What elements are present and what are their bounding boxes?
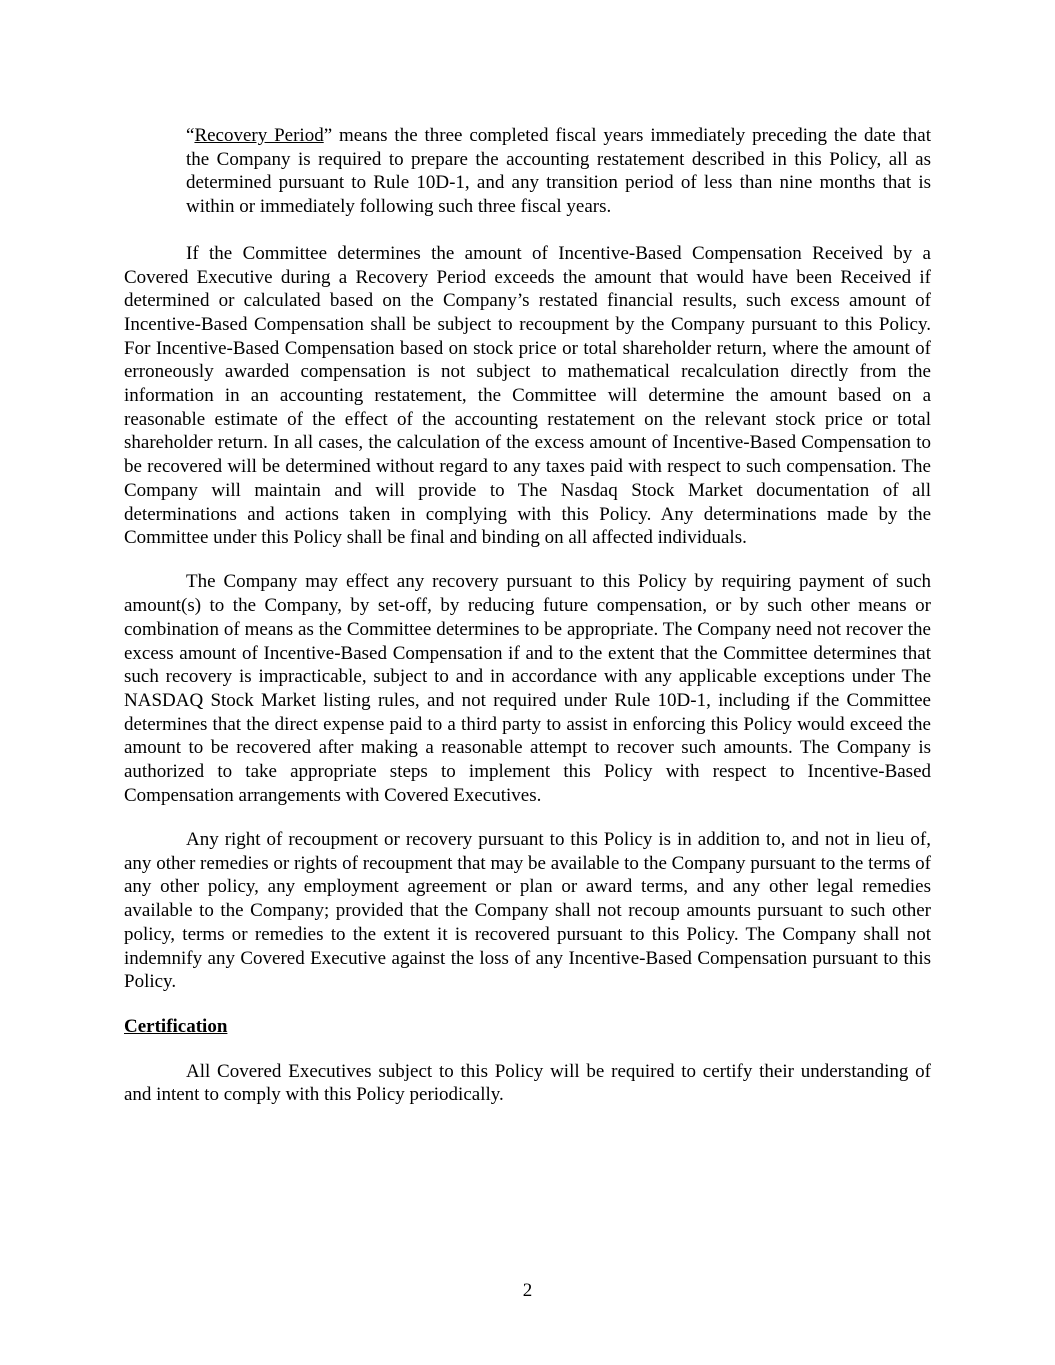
section-heading-certification: Certification (124, 1015, 228, 1037)
paragraph-recovery-method: The Company may effect any recovery pursuant to this Policy by requiring payment of such amount(s) to the Company, by set-off, by reducing future compensation, or by such other means or combination of means as the Committee determines to be appropriate. The Company need not recover the excess amount of Incentive-Based Compensation if and to the extent that the Committee determines that such recovery is impracticable, subject to and in accordance with any applicable exceptions under The NASDAQ Stock Market listing rules, and not required under Rule 10D-1, including if the Committee determines that the direct expense paid to a third party to assist in enforcing this Policy would exceed the amount to be recovered after making a reasonable attempt to recover such amounts. The Company is authorized to take appropriate steps to implement this Policy with respect to Incentive-Based Compensation arrangements with Covered Executives. (124, 571, 931, 806)
recovery-period-definition (186, 124, 931, 219)
paragraph-certification: All Covered Executives subject to this Policy will be required to certify their understanding of and intent to comply with this Policy periodically. (124, 1060, 931, 1106)
document-page (124, 124, 931, 1128)
defined-term-recovery-period: Recovery Period (194, 125, 324, 146)
paragraph-other-remedies: Any right of recoupment or recovery pursuant to this Policy is in addition to, and not in lieu of, any other remedies or rights of recoupment that may be available to the Company pursuant to the terms of any other policy, any employment agreement or plan or award terms, and any other legal remedies available to the Company; provided that the Company shall not recoup amounts pursuant to such other policy, terms or remedies to the extent it is recovered pursuant to this Policy. The Company shall not indemnify any Covered Executive against the loss of any Incentive-Based Compensation pursuant to this Policy. (124, 828, 931, 993)
page-number: 2 (522, 1280, 533, 1301)
definition-open-quote: “ (186, 125, 195, 146)
paragraph-recoupment-amount: If the Committee determines the amount of Incentive-Based Compensation Received by a Covered Executive during a Recovery Period exceeds the amount that would have been Received if determined or calculated based on the Company’s restated financial results, such excess amount of Incentive-Based Compensation shall be subject to recoupment by the Company pursuant to this Policy. For Incentive-Based Compensation based on stock price or total shareholder return, where the amount of erroneously awarded compensation is not subject to mathematical recalculation directly from the information in an accounting restatement, the Committee will determine the amount based on a reasonable estimate of the effect of the accounting restatement on the relevant stock price or total shareholder return. In all cases, the calculation of the excess amount of Incentive-Based Compensation to be recovered will be determined without regard to any taxes paid with respect to such compensation. The Company will maintain and will provide to The Nasdaq Stock Market documentation of all determinations and actions taken in complying with this Policy. Any determinations made by the Committee under this Policy shall be final and binding on all affected individuals. (124, 242, 931, 549)
definition-text: ” means the three completed fiscal years immediately preceding the date that the Company is required to prepare the accounting restatement described in this Policy, all as determined pursuant to Rule 10D-1, and any transition period of less than nine months that is within or immediately following such three fiscal years. (186, 125, 932, 218)
